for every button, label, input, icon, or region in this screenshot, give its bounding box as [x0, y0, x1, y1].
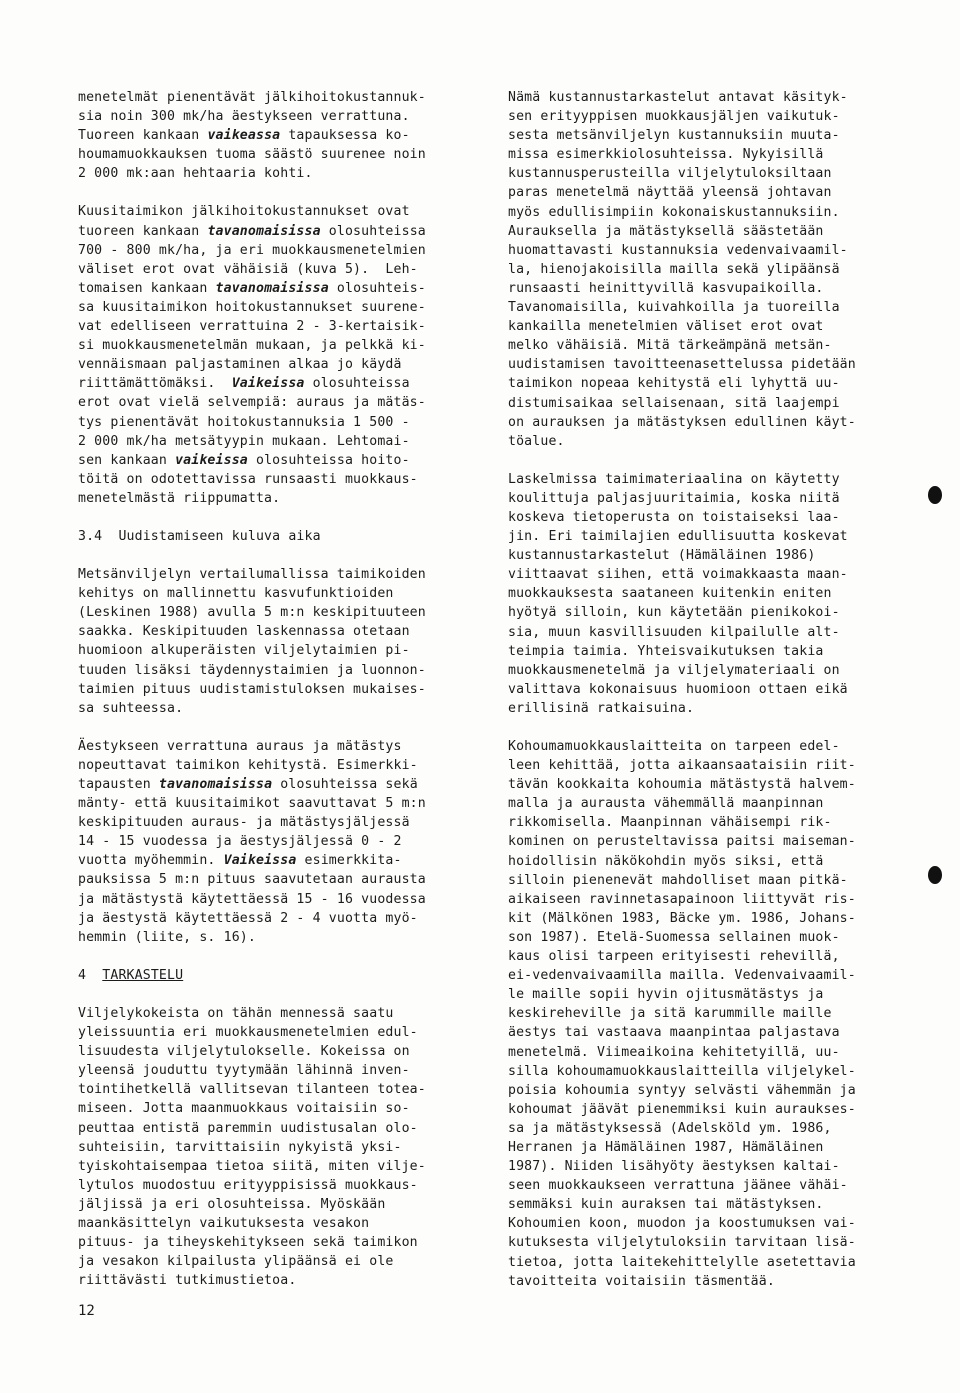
text-line: töalue.: [508, 433, 565, 449]
text-line: 1987). Niiden lisähyöty äestyksen kaltai-: [508, 1159, 840, 1175]
text-line: muokkauksesta saataneen kuitenkin eniten: [508, 586, 832, 602]
text-line: pituus- ja tiheyskehitykseen sekä taimikon: [78, 1235, 418, 1251]
text-line: erillisinä ratkaisuina.: [508, 700, 695, 716]
text-line: melko vähäisiä. Mitä tärkeämpänä metsän-: [508, 338, 832, 354]
text-line: huomioon alkuperäisten viljelytaimien pi-: [78, 643, 410, 659]
text-line: malla ja aurausta vähemmällä maanpinnan: [508, 796, 824, 812]
text-line: Kohoumien koon, muodon ja koostumuksen vai-: [508, 1216, 856, 1232]
text-line: kominen on perusteltavissa paitsi maiseman-: [508, 834, 856, 850]
text-line: valittava kokonaisuus huomioon ottaen eikä: [508, 681, 848, 697]
text-line: taimien pituus uudistamistuloksen mukaises-: [78, 681, 426, 697]
text-line: myös edullisimpiin kokonaiskustannuksiin.: [508, 204, 840, 220]
text-line: missa esimerkkiolosuhteissa. Nykyisillä: [508, 147, 824, 163]
text-line: yleensä jouduttu tyytymään lähinnä inven-: [78, 1063, 410, 1079]
emphasis-term: tavanomaisissa: [158, 777, 273, 792]
text-line: on aurauksen ja mätästyksen edullinen käyt-: [508, 414, 856, 430]
text-fragment: olosuhteissa: [320, 223, 426, 239]
text-fragment: Tuoreen kankaan: [78, 128, 208, 144]
paragraph-kohoumamuokkaus: [508, 737, 890, 1291]
text-line: hyötyä silloin, kun käytetään pienikokoi-: [508, 605, 840, 621]
text-line: muokkausmenetelmä ja viljelymateriaali on: [508, 662, 840, 678]
text-line: distumisaikaa sellaisenaan, sitä laajempi: [508, 395, 840, 411]
text-fragment: olosuhteissa: [304, 376, 410, 392]
text-line: pauksissa 5 m:n pituus saavutetaan aurausta: [78, 872, 426, 888]
text-fragment: tapauksessa ko-: [280, 128, 410, 144]
emphasis-term: vaikeissa: [175, 452, 248, 468]
text-line: son 1987). Etelä-Suomessa sellainen muok-: [508, 929, 840, 945]
text-line: [78, 851, 464, 870]
text-fragment: vuotta myöhemmin.: [78, 853, 224, 869]
emphasis-term: tavanomaisissa: [215, 280, 329, 296]
text-fragment: olosuhteis-: [328, 280, 426, 296]
text-line: teimpia taimia. Yhteisvaikutuksen takia: [508, 643, 824, 659]
text-line: suhteisiin, tarvittaisiin nykyistä yksi-: [78, 1139, 402, 1155]
text-line: Kohoumamuokkauslaitteita on tarpeen edel-: [508, 739, 840, 754]
text-line: vennäismaan paljastaminen alkaa jo käydä: [78, 357, 402, 373]
paragraph-kuusitaimikon-kustannukset: [78, 202, 464, 508]
text-line: [78, 451, 464, 470]
text-line: Laskelmissa taimimateriaalina on käytetty: [508, 471, 840, 487]
paragraph-kustannustarkastelut: [508, 88, 890, 451]
text-line: 2 000 mk/ha metsätyypin mukaan. Lehtomai-: [78, 433, 410, 449]
text-line: rikkomisella. Maanpinnan vähäisempi rik-: [508, 815, 832, 831]
text-line: tävän kookkaita kohoumia mätästystä halvem-: [508, 777, 856, 793]
text-line: viittaavat siihen, että voimakkaasta maan-: [508, 567, 848, 583]
text-line: erot ovat vielä selvempiä: auraus ja mätäs-: [78, 395, 426, 411]
text-line: sesta metsänviljelyn kustannuksiin muuta-: [508, 128, 840, 144]
text-line: houmamuokkauksen tuoma säästö suurenee noin: [78, 147, 426, 163]
text-line: sia noin 300 mk/ha äestykseen verrattuna.: [78, 109, 410, 125]
text-line: kohoumat jäävät pienemmiksi kuin auraukses-: [508, 1101, 856, 1117]
text-line: ja vesakon kilpailusta ylipäänsä ei ole: [78, 1254, 394, 1270]
text-line: Herranen ja Hämäläinen 1987, Hämäläinen: [508, 1139, 824, 1155]
text-line: vat edelliseen verrattuina 2 - 3-kertaisik-: [78, 319, 426, 335]
text-line: sia, muun kasvillisuuden kilpailulle alt-: [508, 624, 840, 640]
text-line: kustannusperusteilla viljelytuloksiltaan: [508, 166, 832, 182]
text-line: (Leskinen 1988) avulla 5 m:n keskipituuteen: [78, 605, 426, 621]
text-line: kustannustarkastelut (Hämäläinen 1986): [508, 548, 816, 564]
emphasis-term: Vaikeissa: [231, 376, 305, 392]
page-number: 12: [78, 1303, 95, 1319]
text-line: sa kuusitaimikon hoitokustannukset suurene-: [78, 299, 426, 315]
text-line: koulittuja paljasjuuritaimia, koska niitä: [508, 490, 840, 506]
text-line: Viljelykokeista on tähän mennessä saatu: [78, 1005, 394, 1021]
text-line: tyiskohtaisempaa tietoa siitä, miten vilje-: [78, 1158, 426, 1174]
text-fragment: tomaisen kankaan: [78, 280, 216, 296]
text-line: sen erityyppisen muokkausjäljen vaikutuk-: [508, 109, 840, 125]
text-line: tuuden lisäksi täydennystaimien ja luonnon-: [78, 662, 426, 678]
text-line: tointihetkellä vallitsevan tilanteen totea-: [78, 1082, 426, 1098]
emphasis-term: tavanomaisissa: [207, 223, 321, 239]
text-line: kaus olisi tarpeen erityisesti rehevillä,: [508, 949, 840, 965]
punch-hole-mark: [928, 866, 942, 884]
text-line: 700 - 800 mk/ha, ja eri muokkausmenetelmien: [78, 242, 426, 258]
text-line: keskipituuden auraus- ja mätästysjäljessä: [78, 815, 410, 831]
right-column: [508, 88, 890, 1310]
paragraph-laskelmissa: [508, 470, 890, 718]
text-line: miseen. Jotta maanmuokkaus voitaisiin so-: [78, 1101, 410, 1117]
section-heading-3-4: 3.4 Uudistamiseen kuluva aika: [78, 528, 321, 544]
paragraph-aestykseen-verrattuna: [78, 737, 464, 947]
paragraph-jalkihoito-saasto: [78, 88, 464, 183]
text-line: hemmin (liite, s. 16).: [78, 929, 256, 945]
text-line: uudistamisen tavoitteenasettelussa pidetään: [508, 357, 856, 373]
left-column: [78, 88, 464, 1309]
text-line: äestys tai vastaava maanpintaa paljastava: [508, 1025, 840, 1041]
text-line: semmäksi kuin auraksen tai mätästyksen.: [508, 1197, 824, 1213]
text-line: Nämä kustannustarkastelut antavat käsityk-: [508, 90, 848, 105]
text-line: Kuusitaimikon jälkihoitokustannukset ovat: [78, 204, 410, 220]
text-line: 2 000 mk:aan hehtaaria kohti.: [78, 166, 313, 182]
text-line: leen kehittää, jotta aikaansaataisiin riit-: [508, 758, 856, 774]
text-line: [78, 279, 464, 298]
emphasis-term: Vaikeissa: [223, 853, 297, 869]
text-line: le maille sopii hyvin ojitusmätästys ja: [508, 987, 824, 1003]
section-heading-4: [78, 966, 464, 985]
text-line: jäljissä ja eri olosuhteissa. Myöskään: [78, 1196, 386, 1212]
paragraph-viljelykokeista: [78, 1004, 464, 1290]
text-line: menetelmästä riippumatta.: [78, 490, 281, 506]
text-line: saakka. Keskipituuden laskennassa otetaan: [78, 624, 410, 640]
text-line: paras menetelmä näyttää yleensä johtavan: [508, 185, 832, 201]
text-line: riittävästi tutkimustietoa.: [78, 1273, 297, 1289]
text-fragment: olosuhteissa hoito-: [247, 452, 410, 468]
text-line: hoidollisin näkökohdin myös siksi, että: [508, 853, 824, 869]
text-line: kit (Mälkönen 1983, Bäcke ym. 1986, Johans-: [508, 910, 856, 926]
text-fragment: tuoreen kankaan: [78, 223, 208, 239]
text-line: [78, 374, 464, 393]
text-line: kehitys on mallinnettu kasvufunktioiden: [78, 586, 394, 602]
emphasis-term: vaikeassa: [207, 128, 281, 144]
text-line: keskireheville ja sitä karummille maille: [508, 1006, 832, 1022]
text-line: runsaasti heinittyvillä kasvupaikoilla.: [508, 280, 824, 296]
text-line: kutuksesta viljelytuloksiin tarvitaan lisä-: [508, 1235, 856, 1251]
text-line: jin. Eri taimilajien edullisuutta koskevat: [508, 529, 848, 545]
text-fragment: esimerkkita-: [296, 853, 402, 869]
text-line: si muokkausmenetelmän mukaan, ja pelkkä ki-: [78, 338, 426, 354]
text-fragment: sen kankaan: [78, 452, 176, 468]
text-line: [78, 775, 464, 794]
text-line: lisuudesta viljelytulokselle. Kokeissa on: [78, 1044, 410, 1060]
text-line: tavoitteita voitaisiin täsmentää.: [508, 1273, 775, 1289]
text-fragment: riittämättömäksi.: [78, 376, 232, 392]
text-line: lytulos muodostuu erityyppisissä muokkaus-: [78, 1177, 418, 1193]
text-line: ei-vedenvaivaamilla mailla. Vedenvaivaamil-: [508, 968, 856, 984]
text-line: kankailla menetelmien väliset erot ovat: [508, 319, 824, 335]
text-line: Aurauksella ja mätästyksellä säästetään: [508, 223, 824, 239]
text-line: ja mätästystä käytettäessä 15 - 16 vuodessa: [78, 891, 426, 907]
text-line: silloin pienenevät mahdolliset maan pitkä-: [508, 872, 848, 888]
text-line: peuttaa entistä paremmin uudistusalan olo-: [78, 1120, 418, 1136]
text-line: seen muokkaukseen verrattuna jäänee vähäi-: [508, 1178, 848, 1194]
text-line: menetelmä. Viimeaikoina kehitetyillä, uu-: [508, 1044, 840, 1060]
text-line: koskeva tietoperusta on toistaiseksi laa-: [508, 509, 840, 525]
text-line: silla kohoumamuokkauslaitteilla viljelykel-: [508, 1063, 856, 1079]
text-line: mänty- että kuusitaimikot saavuttavat 5 m:n: [78, 796, 426, 812]
text-line: Tavanomaisilla, kuivahkoilla ja tuoreilla: [508, 300, 840, 316]
text-line: tietoa, jotta laitekehittelylle asetettavia: [508, 1254, 856, 1270]
text-fragment: olosuhteissa sekä: [272, 777, 418, 792]
text-line: huomattavasti kustannuksia vedenvaivaamil-: [508, 242, 848, 258]
text-line: la, hienojakoisilla mailla sekä ylipäänsä: [508, 261, 840, 277]
paragraph-vertailumalli: [78, 565, 464, 718]
text-line: poisia kohoumia syntyy selvästi vähemmän ja: [508, 1082, 856, 1098]
text-line: maankäsittelyn vaikutuksesta vesakon: [78, 1215, 370, 1231]
text-line: väliset erot ovat vähäisiä (kuva 5). Leh-: [78, 261, 418, 277]
heading-text: TARKASTELU: [102, 967, 184, 983]
text-line: taimikon nopeaa kehitystä eli lyhyttä uu-: [508, 376, 840, 392]
text-line: nopeuttavat taimikon kehitystä. Esimerkki-: [78, 757, 418, 773]
text-line: sa ja mätästyksessä (Adelsköld ym. 1986,: [508, 1120, 832, 1136]
text-line: 14 - 15 vuodessa ja äestysjäljessä 0 - 2: [78, 834, 402, 850]
punch-hole-mark: [928, 486, 942, 504]
text-line: sa suhteessa.: [78, 700, 184, 716]
text-line: menetelmät pienentävät jälkihoitokustannuk-: [78, 90, 426, 105]
text-line: Metsänviljelyn vertailumallissa taimikoiden: [78, 567, 426, 583]
text-line: töitä on odotettavissa runsaasti muokkaus-: [78, 471, 418, 487]
text-line: [78, 126, 464, 145]
text-line: Äestykseen verrattuna auraus ja mätästys: [78, 738, 402, 754]
text-line: tys pienentävät hoitokustannuksia 1 500 -: [78, 414, 410, 430]
heading-number: 4: [78, 967, 103, 983]
text-fragment: tapausten: [78, 777, 159, 792]
text-line: aikaiseen ravinnetasapainoon liittyvät ris-: [508, 891, 856, 907]
text-line: [78, 222, 464, 241]
text-line: yleissuuntia eri muokkausmenetelmien edul-: [78, 1025, 418, 1041]
text-line: ja äestystä käytettäessä 2 - 4 vuotta myö-: [78, 910, 418, 926]
